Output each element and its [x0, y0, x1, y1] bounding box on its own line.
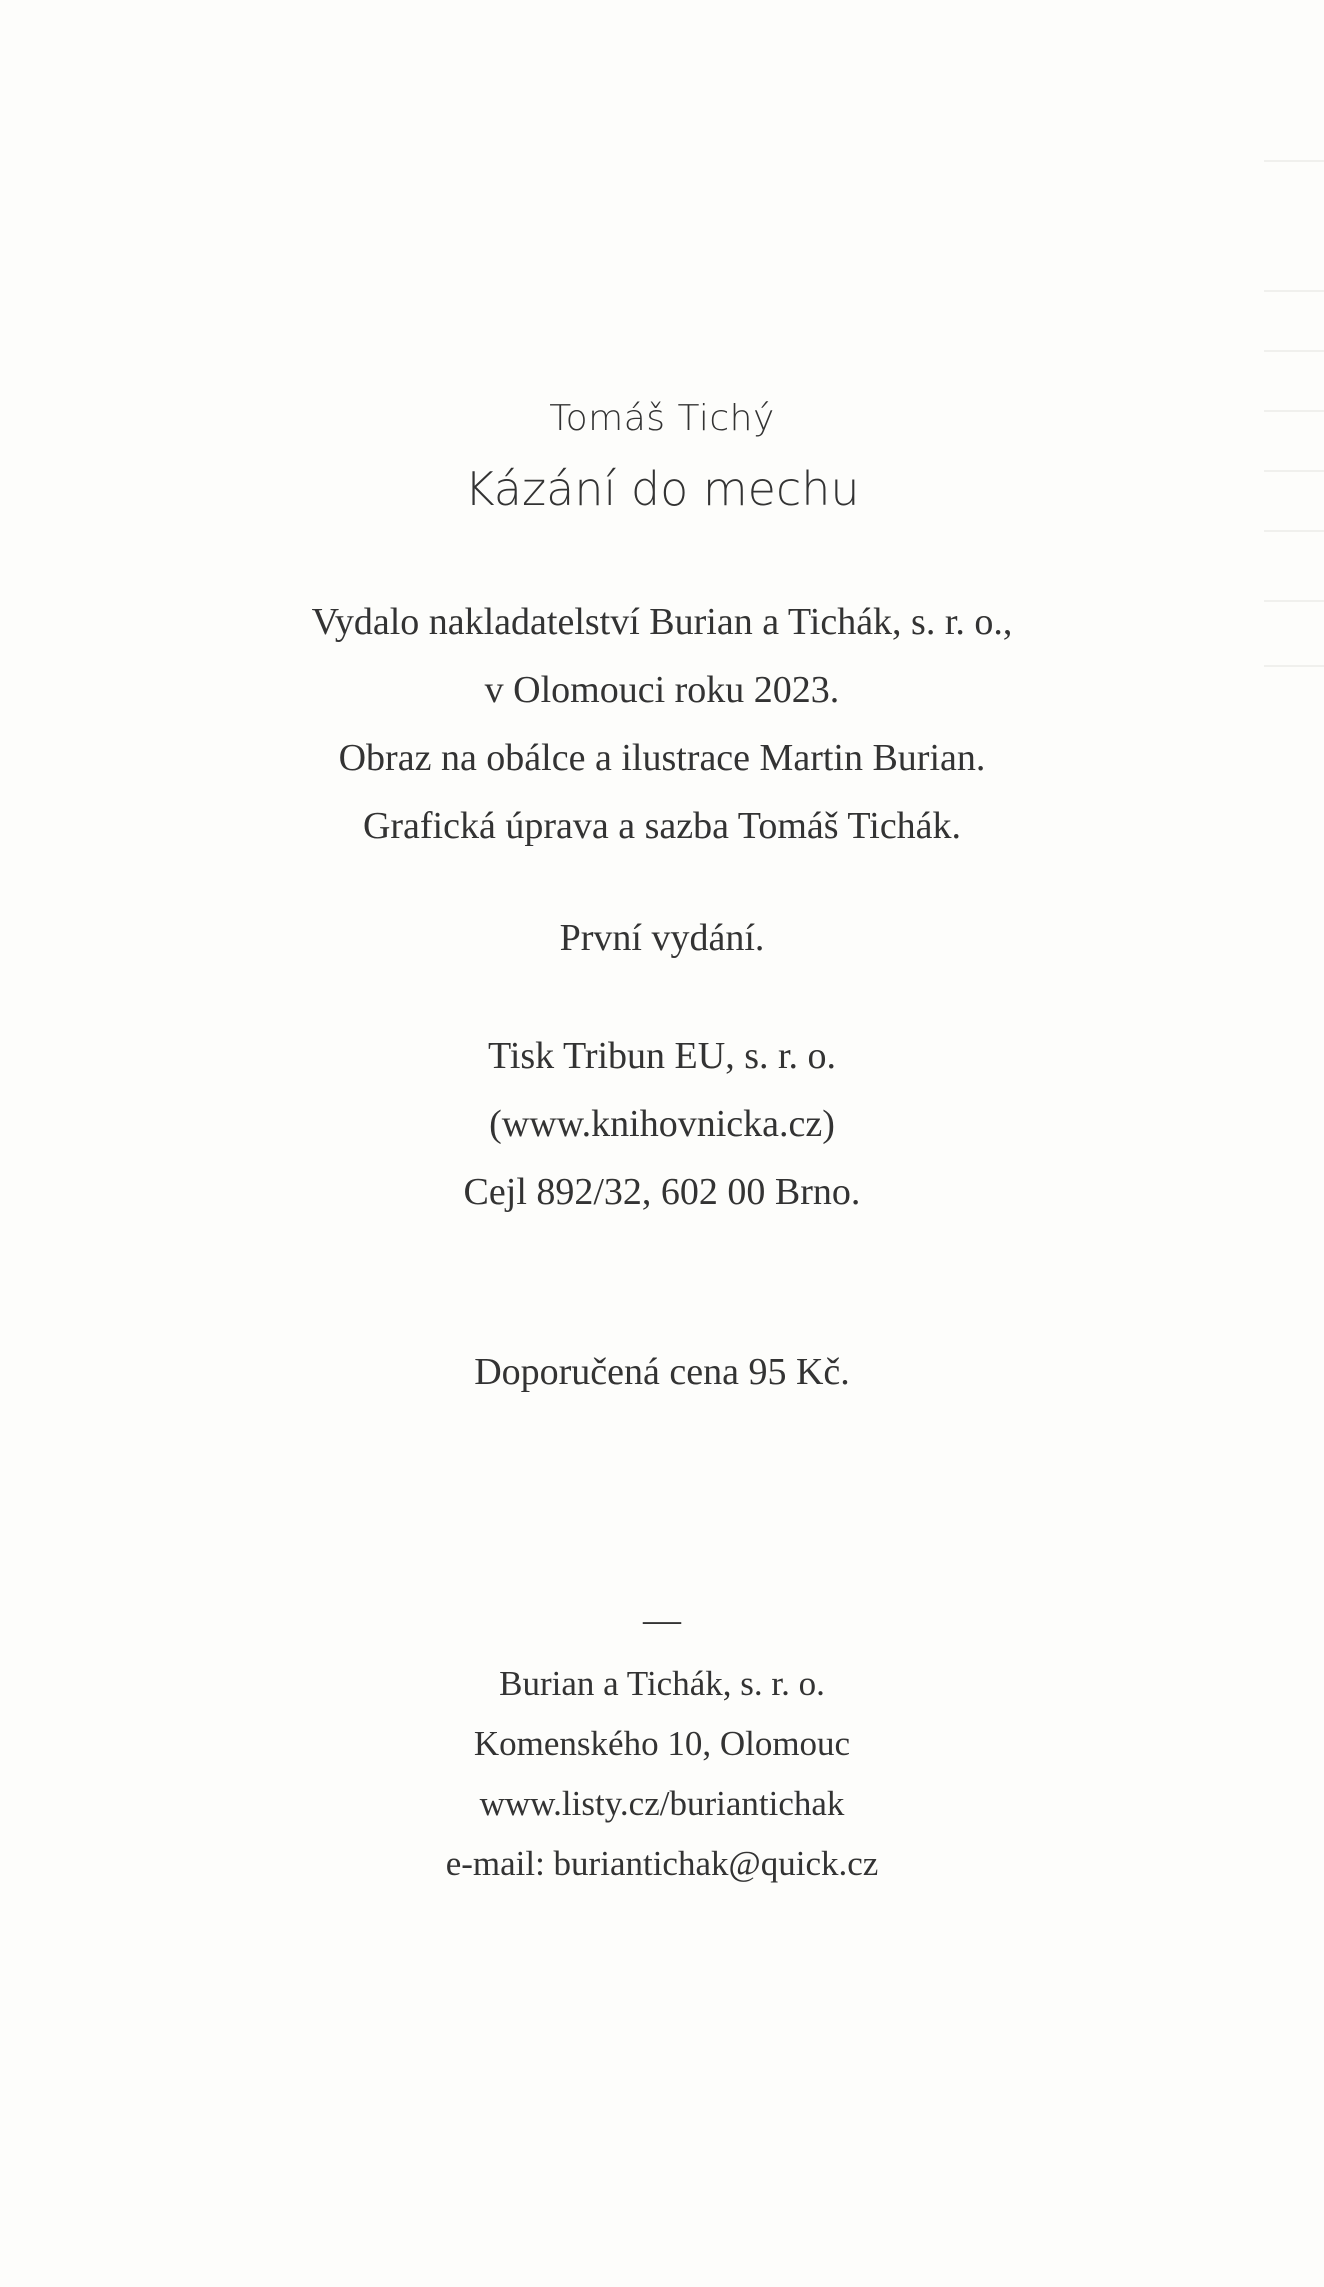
- bleed-through-mark: [1264, 350, 1324, 352]
- bleed-through-mark: [1264, 290, 1324, 292]
- bleed-through-mark: [1264, 160, 1324, 162]
- contact-address: Komenského 10, Olomouc: [473, 1724, 851, 1763]
- publisher-line: Grafická úprava a sazba Tomáš Tichák.: [362, 805, 962, 847]
- publisher-info: [0, 588, 1324, 860]
- publisher-line: Obraz na obálce a ilustrace Martin Burian.: [338, 737, 986, 779]
- book-title: Kázání do mechu: [464, 462, 860, 516]
- edition-note: První vydání.: [559, 917, 765, 959]
- printer-info: [0, 1022, 1324, 1226]
- author-name: Tomáš Tichý: [549, 398, 775, 439]
- printer-line: (www.knihovnicka.cz): [489, 1103, 835, 1145]
- printer-line: Cejl 892/32, 602 00 Brno.: [463, 1171, 861, 1213]
- section-separator: —: [643, 1599, 681, 1641]
- contact-email: e-mail: buriantichak@quick.cz: [445, 1844, 879, 1883]
- publisher-line: Vydalo nakladatelství Burian a Tichák, s. r. o.,: [311, 601, 1013, 643]
- bleed-through-mark: [1264, 530, 1324, 532]
- contact-website: www.listy.cz/buriantichak: [479, 1784, 845, 1823]
- recommended-price: Doporučená cena 95 Kč.: [474, 1351, 850, 1393]
- publisher-contact: [0, 1654, 1324, 1894]
- contact-company: Burian a Tichák, s. r. o.: [499, 1664, 825, 1703]
- publisher-line: v Olomouci roku 2023.: [484, 669, 840, 711]
- printer-line: Tisk Tribun EU, s. r. o.: [487, 1035, 837, 1077]
